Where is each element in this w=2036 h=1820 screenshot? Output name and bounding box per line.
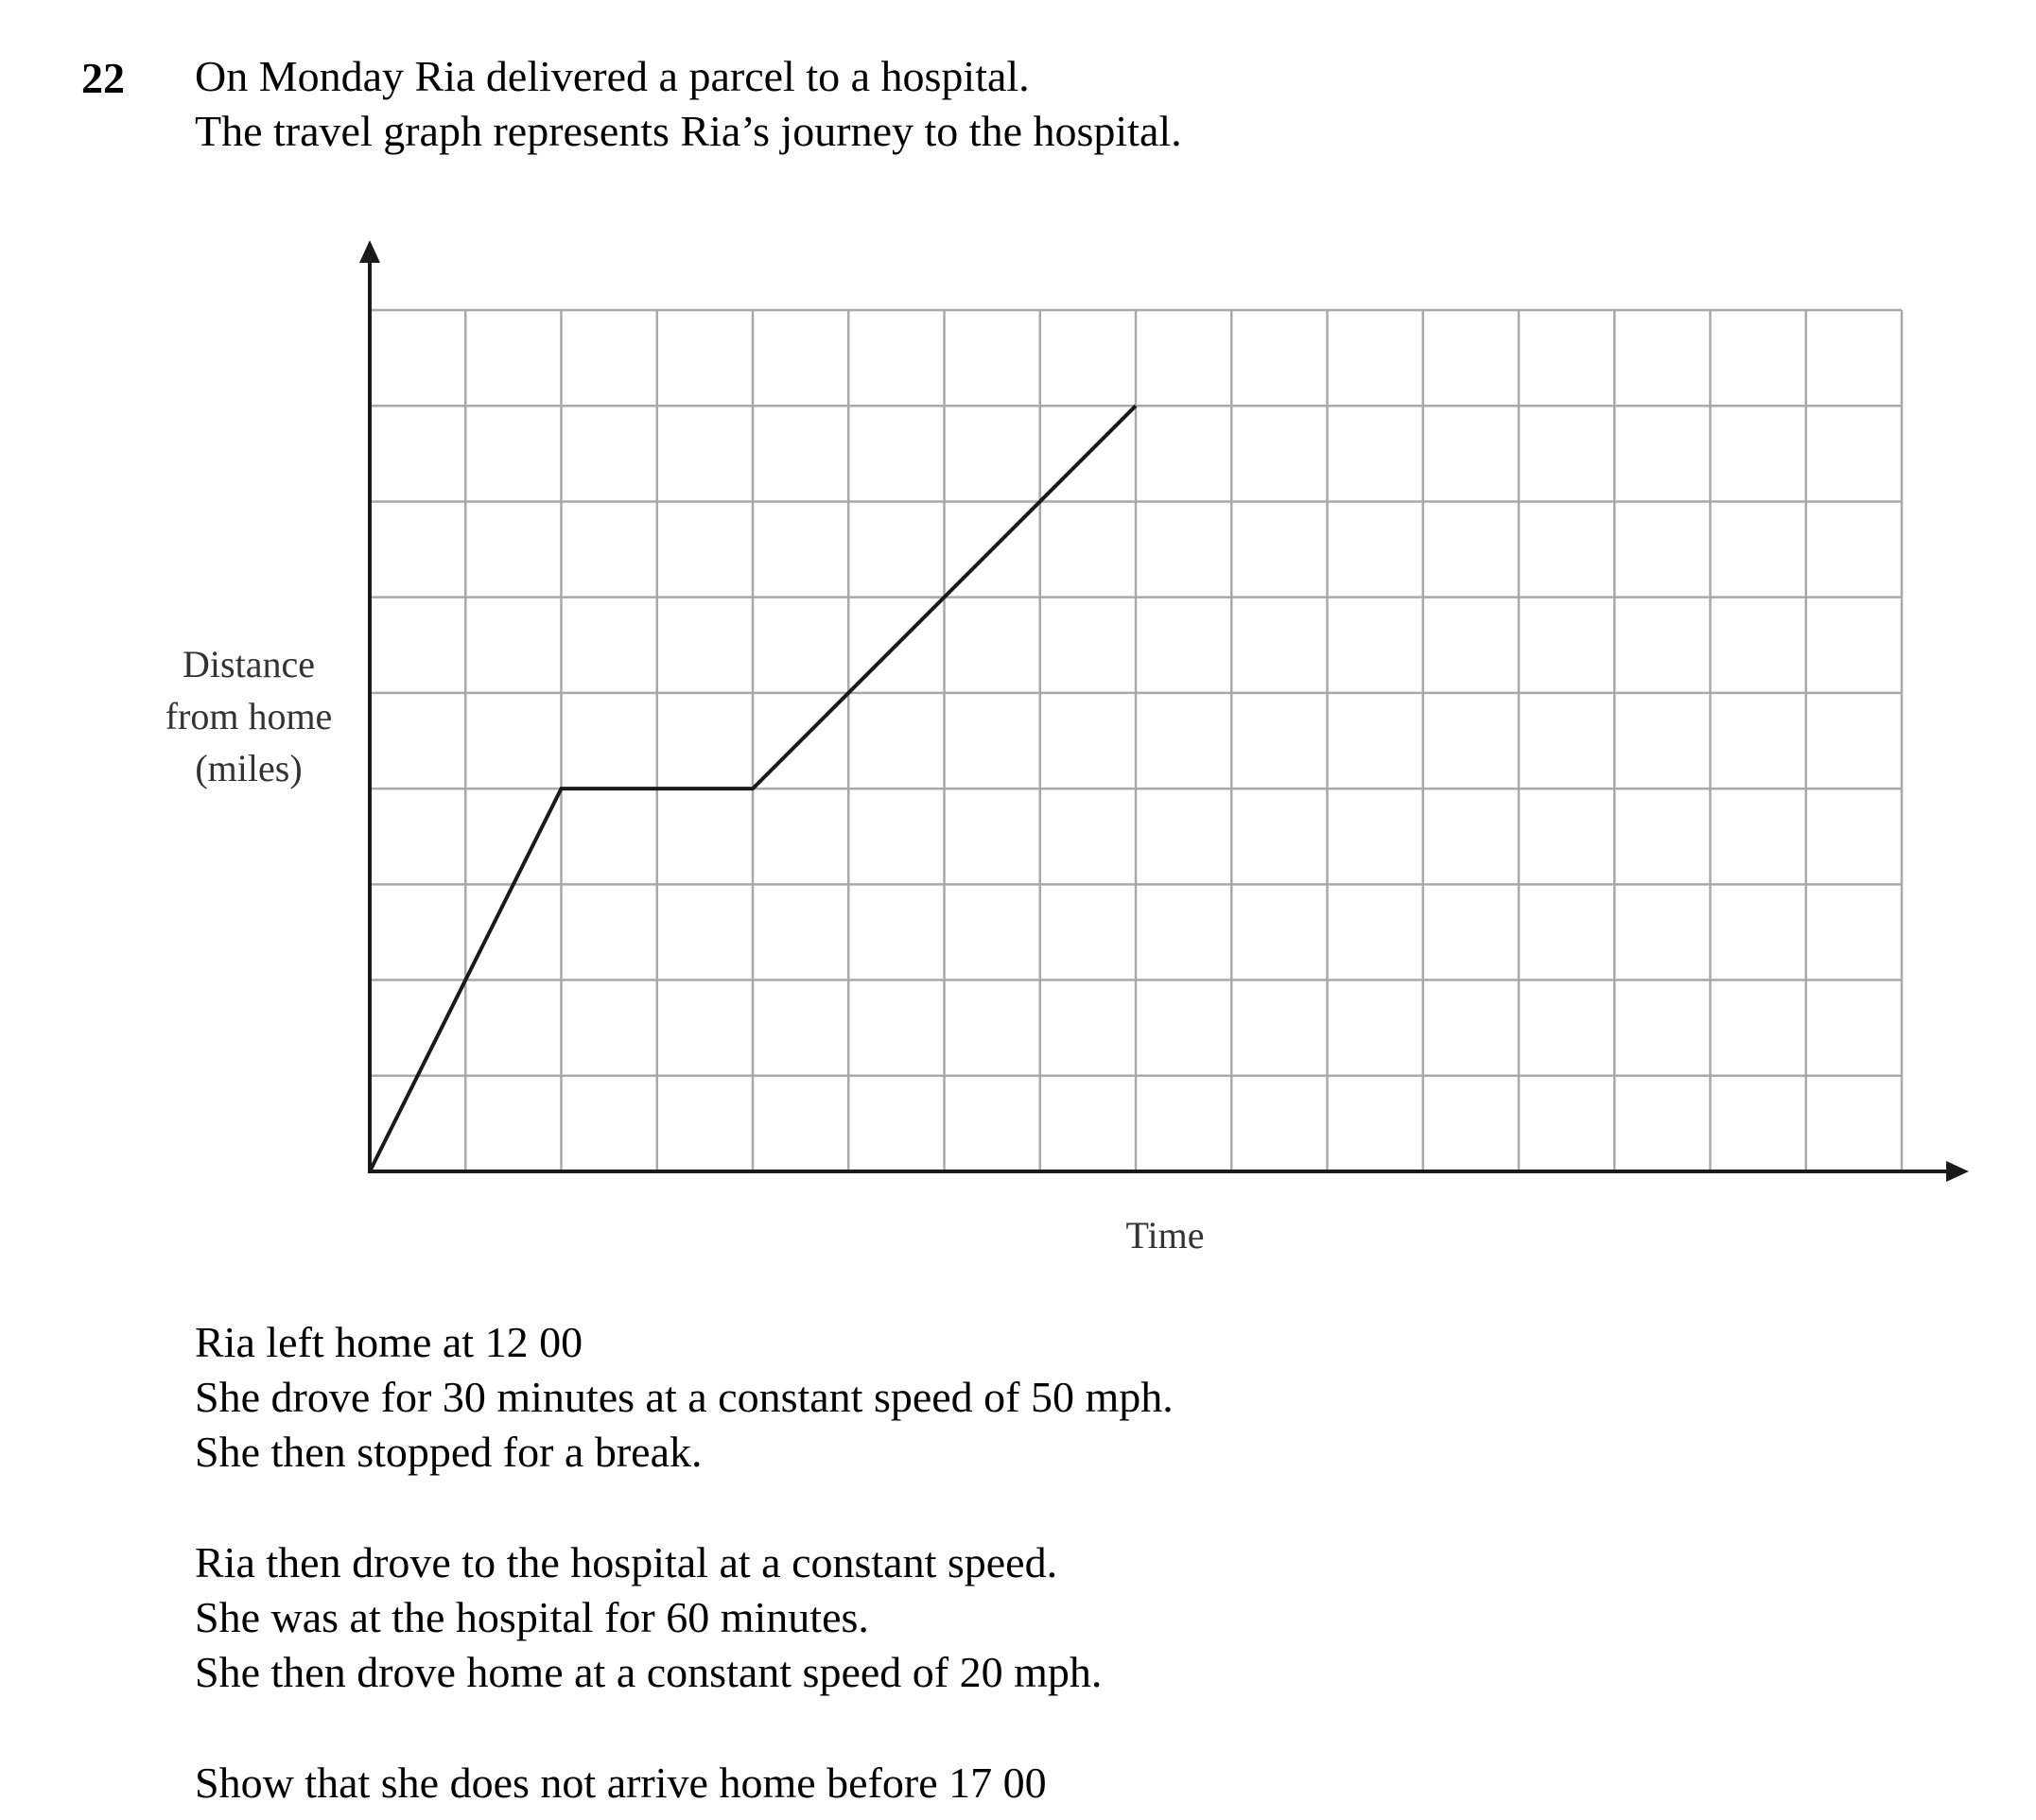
intro-line-1: On Monday Ria delivered a parcel to a hospital. [195,52,1030,100]
y-axis-label-line-1: Distance [183,643,315,685]
y-axis-label-line-2: from home [165,695,333,737]
y-axis-label [165,643,333,789]
y-axis-arrow [359,240,380,263]
info-line-2: She drove for 30 minutes at a constant speed of 50 mph. [195,1373,1174,1421]
y-axis-label-line-3: (miles) [195,747,303,789]
x-axis-arrow [1946,1161,1969,1182]
intro-line-2: The travel graph represents Ria’s journey to the hospital. [195,107,1182,155]
axes [359,240,1969,1182]
info-line-6: She then drove home at a constant speed of 20 mph. [195,1648,1103,1696]
info-line-4: Ria then drove to the hospital at a constant speed. [195,1538,1058,1586]
task-line: Show that she does not arrive home before 17 00 [195,1759,1047,1807]
grid [370,310,1902,1171]
info-line-3: She then stopped for a break. [195,1428,703,1476]
x-axis-label: Time [1125,1214,1205,1257]
question-number: 22 [81,54,125,102]
info-line-5: She was at the hospital for 60 minutes. [195,1593,869,1641]
info-line-1: Ria left home at 12 00 [195,1318,583,1366]
